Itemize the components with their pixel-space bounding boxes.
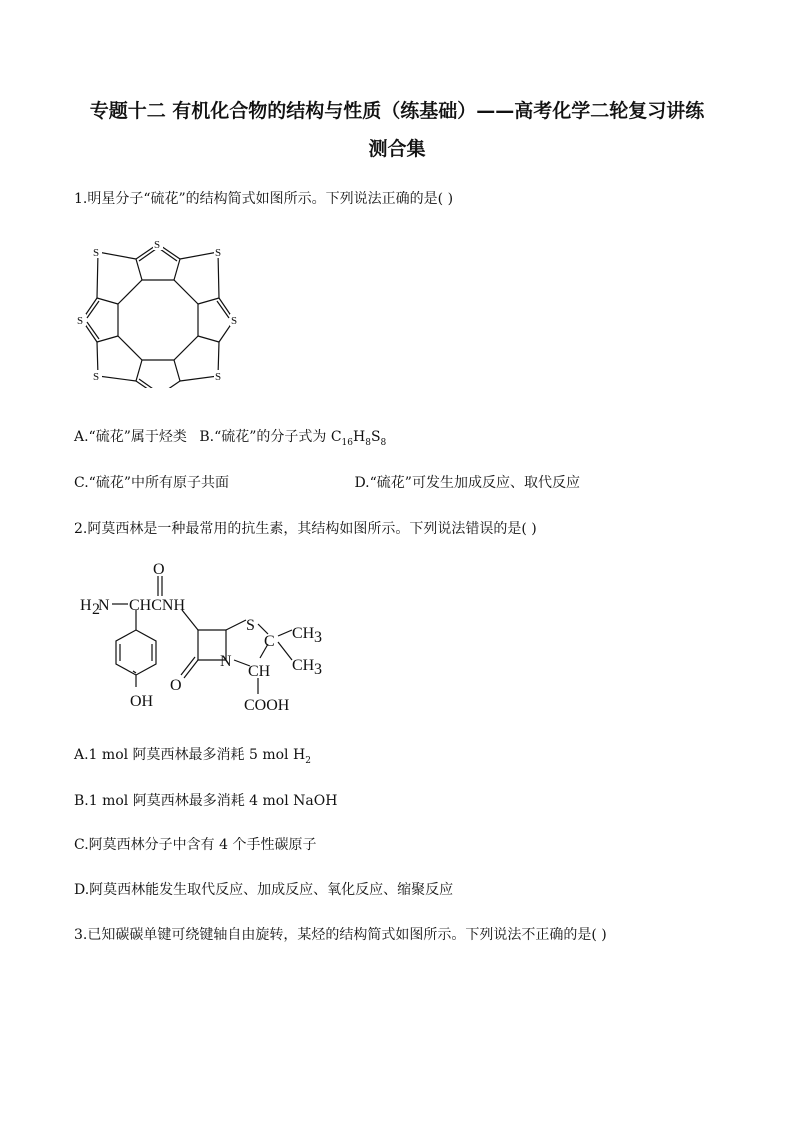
chcnh-label: CHCNH <box>129 597 186 614</box>
title-line-1: 专题十二 有机化合物的结构与性质（练基础）——高考化学二轮复习讲练 <box>89 100 705 122</box>
s-label-bottom-right: S <box>215 371 222 383</box>
q1-option-c: C.“硫花”中所有原子共面 <box>74 475 229 491</box>
q1-option-d: D.“硫花”可发生加成反应、取代反应 <box>354 475 580 491</box>
right-thiophene-ring <box>198 298 234 342</box>
s-label-bottom-left: S <box>93 371 100 383</box>
document-title <box>60 92 734 168</box>
left-thiophene-ring <box>82 298 118 342</box>
s-label-left: S <box>77 315 84 327</box>
q2-option-a-text: A.1 mol 阿莫西林最多消耗 5 mol H <box>74 747 306 763</box>
o-lactam-label: O <box>170 677 182 694</box>
s-label-top-left: S <box>93 247 100 259</box>
q2-option-c: C.阿莫西林分子中含有 4 个手性碳原子 <box>74 837 317 853</box>
c-ring-label: C <box>264 633 275 650</box>
q1-option-b-s: S <box>370 429 381 445</box>
s-label-top: S <box>154 239 161 251</box>
s-ring-label: S <box>246 617 255 634</box>
q2-option-a <box>74 744 311 766</box>
s-label-right: S <box>231 315 238 327</box>
bottom-thiophene-ring <box>136 360 180 388</box>
q2-option-a-sub: 2 <box>305 755 311 766</box>
q1-option-b-sub3: 8 <box>380 437 387 448</box>
question-1-options-row-2 <box>74 472 580 492</box>
question-2-stem: 2.阿莫西林是一种最常用的抗生素，其结构如图所示。下列说法错误的是( ) <box>74 521 537 537</box>
o-top-label: O <box>153 561 165 578</box>
h2n-h-label: H <box>80 597 92 614</box>
q1-option-b-sub2: 8 <box>365 437 371 448</box>
ch3-top-sub: 3 <box>314 629 322 646</box>
sulflower-structure-figure <box>70 228 250 388</box>
h2n-n-label: N <box>98 597 110 614</box>
q1-option-b <box>199 426 386 448</box>
benzene-ring <box>116 630 156 675</box>
ch3-bottom-sub: 3 <box>314 661 322 678</box>
cooh-label: COOH <box>244 697 290 714</box>
oh-label: OH <box>130 693 154 710</box>
q1-option-a: A.“硫花”属于烃类 <box>74 429 187 445</box>
q2-option-d: D.阿莫西林能发生取代反应、加成反应、氧化反应、缩聚反应 <box>74 882 454 898</box>
q2-option-b: B.1 mol 阿莫西林最多消耗 4 mol NaOH <box>74 793 338 809</box>
title-line-2: 测合集 <box>368 138 426 160</box>
q1-option-b-prefix: B.“硫花”的分子式为 C <box>199 429 342 445</box>
central-octagon <box>118 280 198 360</box>
question-1-stem: 1.明星分子“硫花”的结构简式如图所示。下列说法正确的是( ) <box>74 191 454 207</box>
q1-option-b-h: H <box>353 429 366 445</box>
s-label-top-right: S <box>215 247 222 259</box>
q1-option-b-sub1: 16 <box>341 437 353 448</box>
ch3-bottom-label: CH <box>292 657 315 674</box>
n-ring-label: N <box>220 653 232 670</box>
question-1-options-row-1 <box>74 426 386 448</box>
ch3-top-label: CH <box>292 625 315 642</box>
h2n-sub-label: 2 <box>92 601 100 618</box>
ch-ring-label: CH <box>248 663 271 680</box>
question-3-stem: 3.已知碳碳单键可绕键轴自由旋转，某烃的结构简式如图所示。下列说法不正确的是( ) <box>74 927 607 943</box>
amoxicillin-structure-figure <box>74 560 334 720</box>
